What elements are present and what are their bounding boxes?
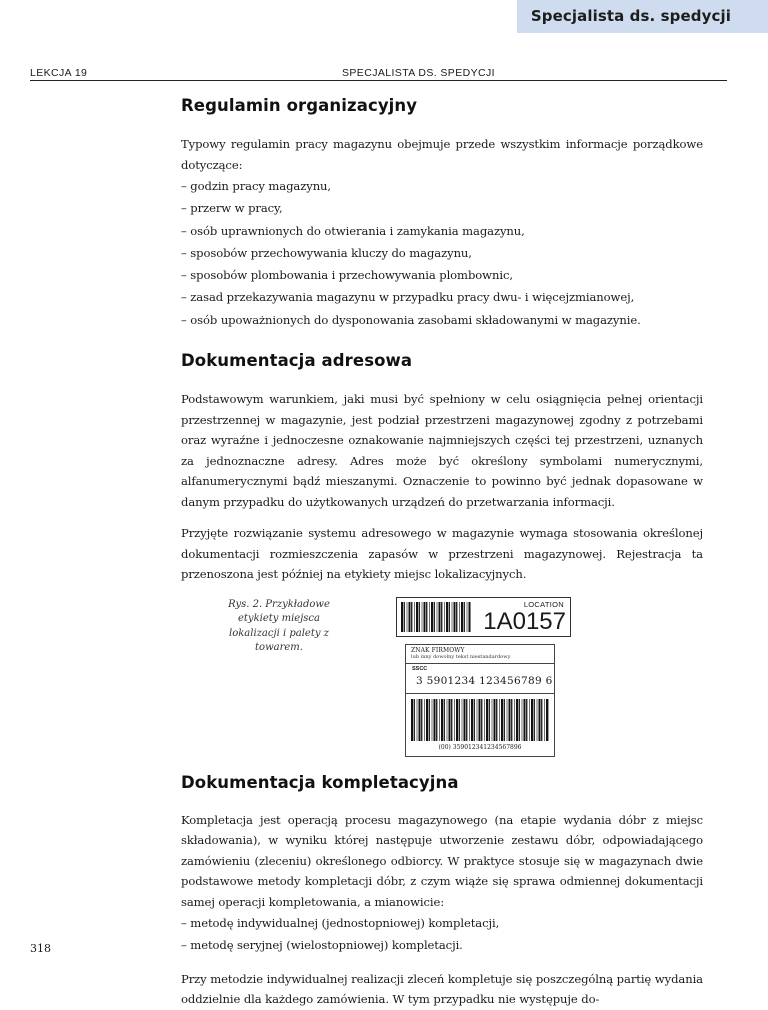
list-item: – sposobów plombowania i przechowywania plombownic,: [181, 264, 703, 286]
barcode-text: (00) 359012341234567896: [406, 744, 554, 751]
paragraph-kompletacyjna-1: Kompletacja jest operacją procesu magazynowego (na etapie wydania dóbr z miejsc składowania), w wyniku której następuje utworzenie zestawu dóbr, odpowiadającego zamówieniu (zleceniu) określonego odbiorcy. W praktyce stosuje się w magazynach dwie podstawowe metody kompletacji dóbr, z czym wiąże się sprawa odmiennej dokumentacji samej operacji kompletowania, a mianowicie:: [181, 810, 703, 913]
location-label: [396, 597, 571, 637]
sscc-label: SSCC: [412, 666, 427, 672]
list-item: – zasad przekazywania magazynu w przypadku pracy dwu- i więcejzmianowej,: [181, 286, 703, 308]
list-item: – osób uprawnionych do otwierania i zamykania magazynu,: [181, 220, 703, 242]
list-item: – sposobów przechowywania kluczy do magazynu,: [181, 242, 703, 264]
page-content: [181, 94, 703, 1010]
chapter-tab: Specjalista ds. spedycji: [517, 0, 768, 33]
running-head: [30, 67, 727, 81]
list-item: – metodę indywidualnej (jednostopniowej) kompletacji,: [181, 912, 703, 934]
heading-adresowa: Dokumentacja adresowa: [181, 351, 703, 370]
list-item: – metodę seryjnej (wielostopniowej) kompletacji.: [181, 934, 703, 956]
location-code: 1A0157: [483, 609, 566, 635]
pallet-label: [405, 644, 555, 757]
paragraph-adresowa-1: Podstawowym warunkiem, jaki musi być spełniony w celu osiągnięcia pełnej orientacji przestrzennej w magazynie, jest podział przestrzeni magazynowej zgodny z potrzebami oraz wyraźne i jednoczesne oznakowanie najmniejszych części tej przestrzeni, uznanych za jednoznaczne adresy. Adres może być określony symbolami numerycznymi, alfanumerycznymi bądź mieszanymi. Oznaczenie to powinno być jednak dopasowane w danym przypadku do użytkowanych urządzeń do przetwarzania informacji.: [181, 389, 703, 512]
list-item: – osób upoważnionych do dysponowania zasobami składowanymi w magazynie.: [181, 309, 703, 331]
divider: [406, 693, 554, 694]
sscc-value: 3 5901234 123456789 6: [416, 675, 553, 687]
paragraph-adresowa-2: Przyjęte rozwiązanie systemu adresowego w magazynie wymaga stosowania określonej dokumentacji rozmieszczenia zapasów w przestrzeni magazynowej. Rejestracja ta przenoszona jest później na etykiety miejsc lokalizacyjnych.: [181, 523, 703, 585]
paragraph-kompletacyjna-2: Przy metodzie indywidualnej realizacji zleceń kompletuje się poszczególną partię wydania oddzielnie dla każdego zamówienia. W tym przypadku nie występuje do-: [181, 969, 703, 1010]
list-item: – godzin pracy magazynu,: [181, 175, 703, 197]
location-barcode: [401, 602, 471, 632]
figure-labels: [181, 595, 703, 763]
list-regulamin: [181, 175, 703, 331]
page-number: 318: [30, 942, 51, 955]
pallet-brand: ZNAK FIRMOWY: [411, 647, 551, 654]
list-kompletacja: [181, 912, 703, 957]
pallet-barcode: [411, 699, 549, 741]
pallet-brand-block: [411, 647, 551, 660]
heading-kompletacyjna: Dokumentacja kompletacyjna: [181, 773, 703, 792]
location-word: LOCATION: [524, 600, 564, 609]
list-item: – przerw w pracy,: [181, 197, 703, 219]
heading-regulamin: Regulamin organizacyjny: [181, 96, 703, 115]
section-label: SPECJALISTA DS. SPEDYCJI: [342, 67, 495, 79]
divider: [406, 663, 554, 664]
paragraph-regulamin-intro: Typowy regulamin pracy magazynu obejmuje przede wszystkim informacje porządkowe dotyczące:: [181, 134, 703, 175]
lesson-label: LEKCJA 19: [30, 67, 87, 79]
figure-caption: Rys. 2. Przykładowe etykiety miejsca lokalizacji i palety z towarem.: [223, 598, 335, 656]
pallet-brand-subtext: lub inny dowolny tekst niestandardowy: [411, 654, 551, 660]
